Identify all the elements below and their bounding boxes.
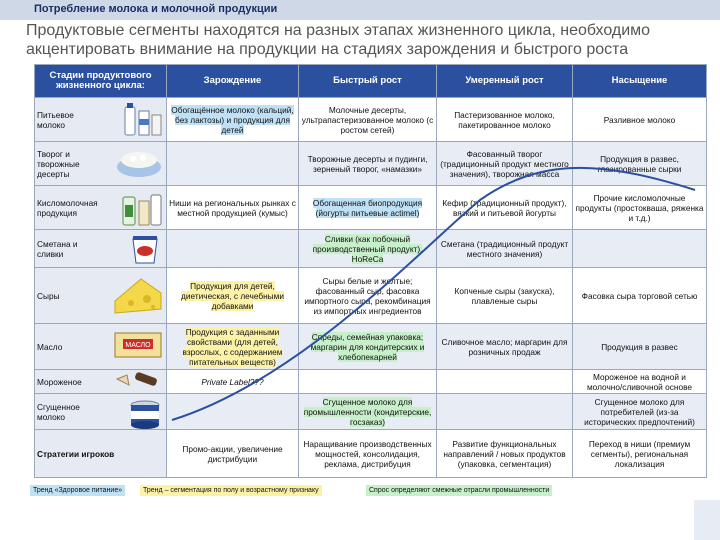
cell-text: Сгущенное молоко для промышленности (кондитерские, госзаказ) [303,396,432,427]
table-cell: Наращивание производственных мощностей, консолидация, реклама, дистрибуция [299,430,437,478]
row-label-text: Творог и творожные десерты [37,148,80,179]
table-cell: Кефир (традиционный продукт), вязкий и питьевой йогурты [437,186,573,230]
table-cell [299,394,437,430]
section-title: Потребление молока и молочной продукции [34,3,278,15]
row-label-text: Масло [37,341,63,352]
table-cell [299,186,437,230]
table-cell: Прочие кисломолочные продукты (простокваша, ряженка и т.д.) [573,186,707,230]
table-cell: Private Label??? [167,370,299,394]
table-row [35,370,707,394]
column-header: Стадии продуктового жизненного цикла: [35,65,167,98]
table-cell: Копченые сыры (закуска), плавленые сыры [437,268,573,324]
kefir-bottle-icon [119,189,163,227]
row-label [35,430,167,478]
row-label-text: Сгущенное молоко [37,401,80,422]
table-cell [167,268,299,324]
cell-text: Обогащенная биопродукция (йогурты питьевые actimel) [312,197,423,218]
row-label-text: Стратегии игроков [37,448,115,459]
table-cell [167,324,299,370]
table-cell [299,230,437,268]
condensed-milk-can-icon [127,397,163,430]
table-cell: Переход в ниши (премиум сегменты), региональная локализация [573,430,707,478]
ice-cream-icon [113,371,163,391]
cell-text: Продукция с заданными свойствами (для детей, взрослых, с содержанием питательных веществ) [182,326,283,367]
table-cell: Сметана (традиционный продукт местного значения) [437,230,573,268]
row-label [35,142,167,186]
table-cell: Сыры белые и желтые; фасованный сыр, фасовка импортного сыра, рекомбинация из импортных ингредиентов [299,268,437,324]
table-cell: Фасованный творог (традиционный продукт местного значения), творожная масса [437,142,573,186]
table-cell: Промо-акции, увеличение дистрибуции [167,430,299,478]
table-cell: Продукция в развес [573,324,707,370]
table-cell [299,370,437,394]
table-cell [299,324,437,370]
cell-text: Обогащённое молоко (кальций, без лактозы) и продукция для детей [171,104,294,135]
table-cell [573,230,707,268]
column-header: Умеренный рост [437,65,573,98]
column-header: Зарождение [167,65,299,98]
cell-text: Спреды, семейная упаковка; маргарин для кондитерских и хлебопекарней [310,331,425,362]
row-label-text: Сметана и сливки [37,238,78,259]
table-cell: Мороженое на водной и молочно/сливочной основе [573,370,707,394]
strategies-row [35,430,707,478]
table-cell [167,142,299,186]
row-label [35,394,167,430]
corner-decoration [694,500,720,540]
table-cell [437,370,573,394]
table-row [35,142,707,186]
header-row [35,65,707,98]
table-cell: Ниши на региональных рынках с местной продукцией (кумыс) [167,186,299,230]
row-label-text: Кисломолочная продукция [37,197,98,218]
table-cell: Молочные десерты, ультрапастеризованное молоко (с ростом сетей) [299,98,437,142]
legend-segmentation: Тренд – сегментация по полу и возрастному признаку [140,485,322,496]
table-cell: Сливочное масло; маргарин для розничных продаж [437,324,573,370]
table-row [35,186,707,230]
row-label-text: Питьевое молоко [37,109,74,130]
table-cell: Развитие функциональных направлений / новых продуктов (упаковка, сегментация) [437,430,573,478]
cell-text: Продукция для детей, диетическая, с лечебными добавками [181,280,284,311]
column-header: Насыщение [573,65,707,98]
cottage-cheese-icon [115,145,163,179]
table-cell: Творожные десерты и пудинги, зерненый творог, «намазки» [299,142,437,186]
legend-health: Тренд «Здоровое питание» [30,485,125,496]
table-cell [437,394,573,430]
row-label [35,324,167,370]
milk-bottle-icon [119,101,163,137]
row-label-text: Сыры [37,290,60,301]
cheese-icon [111,271,163,315]
row-label [35,98,167,142]
table-row [35,394,707,430]
table-row [35,230,707,268]
cell-text: Сливки (как побочный производственный продукт), HoReCa [312,233,423,264]
row-label [35,370,167,394]
top-bar [0,0,720,20]
page-title: Продуктовые сегменты находятся на разных этапах жизненного цикла, необходимо акцентировать внимание на продукции на стадиях зарождения и быстрого роста [26,22,651,58]
row-label [35,230,167,268]
row-label [35,186,167,230]
table-cell: Сгущенное молоко для потребителей (из-за исторических предпочтений) [573,394,707,430]
sour-cream-icon [127,233,163,265]
column-header: Быстрый рост [299,65,437,98]
table-cell [167,98,299,142]
row-label [35,268,167,324]
table-cell [167,394,299,430]
table-cell: Продукция в развес, глазированные сырки [573,142,707,186]
table-cell [167,230,299,268]
table-cell: Разливное молоко [573,98,707,142]
butter-pack-icon [113,327,163,361]
svg-text:МАСЛО: МАСЛО [125,342,151,349]
legend-industry: Спрос определяют смежные отрасли промышленности [366,485,552,496]
lifecycle-table [34,64,707,478]
table-row [35,98,707,142]
table-cell: Фасовка сыра торговой сетью [573,268,707,324]
table-row [35,324,707,370]
table-cell: Пастеризованное молоко, пакетированное молоко [437,98,573,142]
table-row [35,268,707,324]
row-label-text: Мороженое [37,376,82,387]
